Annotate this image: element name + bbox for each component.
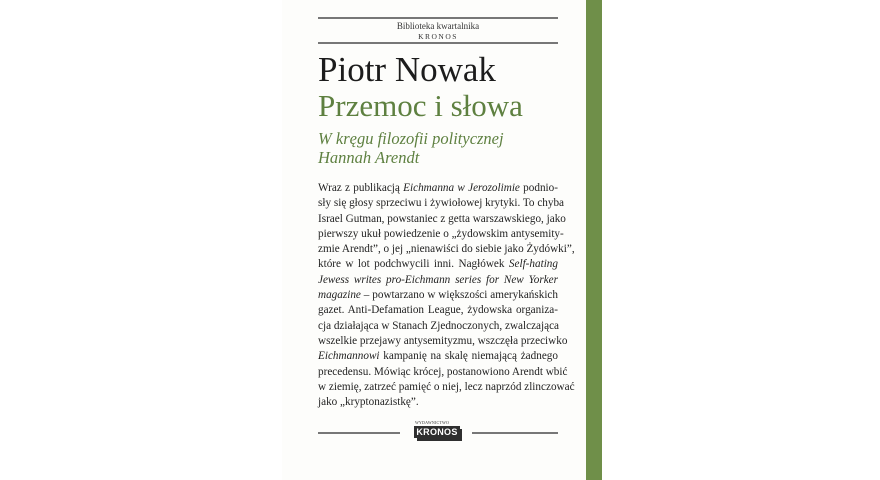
blurb-line: wszelkie przejawy antysemityzmu, wszczęła przeciwko xyxy=(318,334,568,347)
blurb-line: cja działająca w Stanach Zjednoczonych, zwalczająca xyxy=(318,319,560,332)
blurb-line: Jewess writes pro-Eichmann series for New Yorker xyxy=(318,273,558,286)
blurb-line: jako „kryptonazistkę”. xyxy=(318,396,419,409)
book-author: Piotr Nowak xyxy=(318,50,496,89)
series-journal: KRONOS xyxy=(418,32,458,41)
blurb-line: pierwszy ukuł powiedzenie o „żydowskim antysemity- xyxy=(318,227,564,240)
blurb-line: Wraz z publikacją Eichmanna w Jerozolimie podnio- xyxy=(318,182,558,194)
publisher-logo xyxy=(408,420,464,442)
book-subtitle xyxy=(318,129,558,167)
subtitle-line: W kręgu filozofii politycznej xyxy=(318,129,504,148)
blurb-line: magazine – powtarzano w większości amerykańskich xyxy=(318,289,558,302)
blurb-line: w ziemię, zatrzeć pamięć o niej, lecz naprzód zlinczować xyxy=(318,380,575,393)
book-title: Przemoc i słowa xyxy=(318,88,523,123)
blurb-line: które w lot podchwycili inni. Nagłówek Self-hating xyxy=(318,258,558,271)
logo-shadow xyxy=(417,438,462,441)
book-spine xyxy=(586,0,602,480)
publisher-logo-name: KRONOS xyxy=(414,426,460,438)
blurb-line: Eichmannowi kampanię na skalę niemającą żadnego xyxy=(318,350,558,363)
blurb-line: sły się głosy sprzeciwu i żywiołowej krytyki. To chyba xyxy=(318,197,565,210)
top-rule xyxy=(318,17,558,19)
blurb-line: gazet. Anti-Defamation League, żydowska organiza- xyxy=(318,304,558,317)
blurb-line: precedensu. Mówiąc krócej, postanowiono Arendt wbić xyxy=(318,365,568,378)
blurb-text xyxy=(318,181,575,410)
blurb-line: Israel Gutman, powstaniec z getta warszawskiego, jako xyxy=(318,212,566,225)
blurb-line: zmie Arendt”, o jej „nienawiści do siebie jako Żydówki”, xyxy=(318,243,575,256)
subtitle-line: Hannah Arendt xyxy=(318,148,420,167)
series-name: Biblioteka kwartalnika xyxy=(396,21,480,31)
series-label xyxy=(318,21,558,42)
series-rule xyxy=(318,42,558,44)
bottom-rule-right xyxy=(472,432,558,434)
bottom-rule-left xyxy=(318,432,400,434)
publisher-logo-caption: WYDAWNICTWO xyxy=(414,420,450,425)
